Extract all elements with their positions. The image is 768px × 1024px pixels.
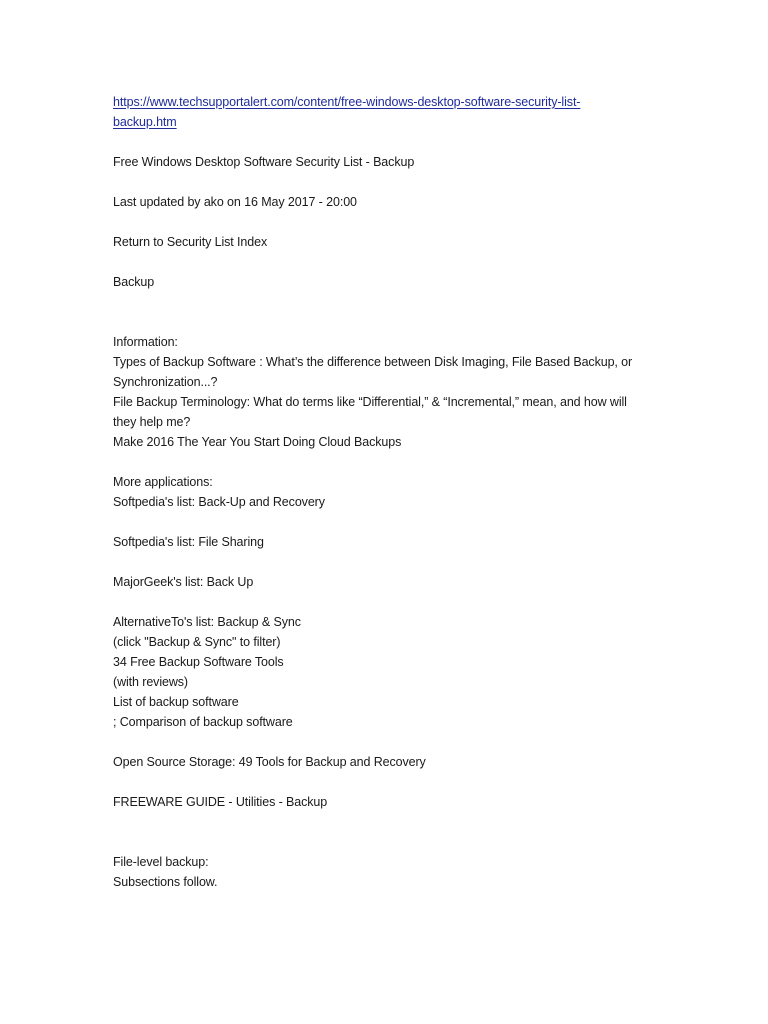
- document-page: [113, 92, 658, 892]
- alternativeto-note: (click "Backup & Sync" to filter): [113, 635, 281, 649]
- free-backup-tools-note: (with reviews): [113, 675, 188, 689]
- source-url-line-2[interactable]: backup.htm: [113, 115, 177, 129]
- comparison-of-backup-software: ; Comparison of backup software: [113, 715, 293, 729]
- info-item: Types of Backup Software : What’s the difference between Disk Imaging, File Based Backup, or: [113, 355, 633, 369]
- source-url-link[interactable]: [113, 92, 658, 132]
- alternativeto-list: AlternativeTo's list: Backup & Sync: [113, 615, 301, 629]
- document-title: Free Windows Desktop Software Security List - Backup: [113, 155, 415, 169]
- last-updated: Last updated by ako on 16 May 2017 - 20:00: [113, 195, 357, 209]
- subsections-note: Subsections follow.: [113, 875, 218, 889]
- open-source-storage: Open Source Storage: 49 Tools for Backup and Recovery: [113, 755, 426, 769]
- info-item: File Backup Terminology: What do terms like “Differential,” & “Incremental,” mean, and how will: [113, 395, 627, 409]
- majorgeeks-list: MajorGeek's list: Back Up: [113, 575, 254, 589]
- information-heading: Information:: [113, 335, 178, 349]
- freeware-guide: FREEWARE GUIDE - Utilities - Backup: [113, 795, 328, 809]
- info-item: Synchronization...?: [113, 375, 218, 389]
- free-backup-tools: 34 Free Backup Software Tools: [113, 655, 284, 669]
- return-to-index: Return to Security List Index: [113, 235, 268, 249]
- section-heading: Backup: [113, 275, 155, 289]
- softpedia-backup-list: Softpedia's list: Back-Up and Recovery: [113, 495, 325, 509]
- file-level-backup-heading: File-level backup:: [113, 855, 209, 869]
- info-item: Make 2016 The Year You Start Doing Cloud Backups: [113, 435, 402, 449]
- softpedia-file-sharing-list: Softpedia's list: File Sharing: [113, 535, 264, 549]
- more-applications-heading: More applications:: [113, 475, 213, 489]
- list-of-backup-software: List of backup software: [113, 695, 239, 709]
- source-url-line-1[interactable]: https://www.techsupportalert.com/content/free-windows-desktop-software-security-list-: [113, 95, 581, 109]
- info-item: they help me?: [113, 415, 191, 429]
